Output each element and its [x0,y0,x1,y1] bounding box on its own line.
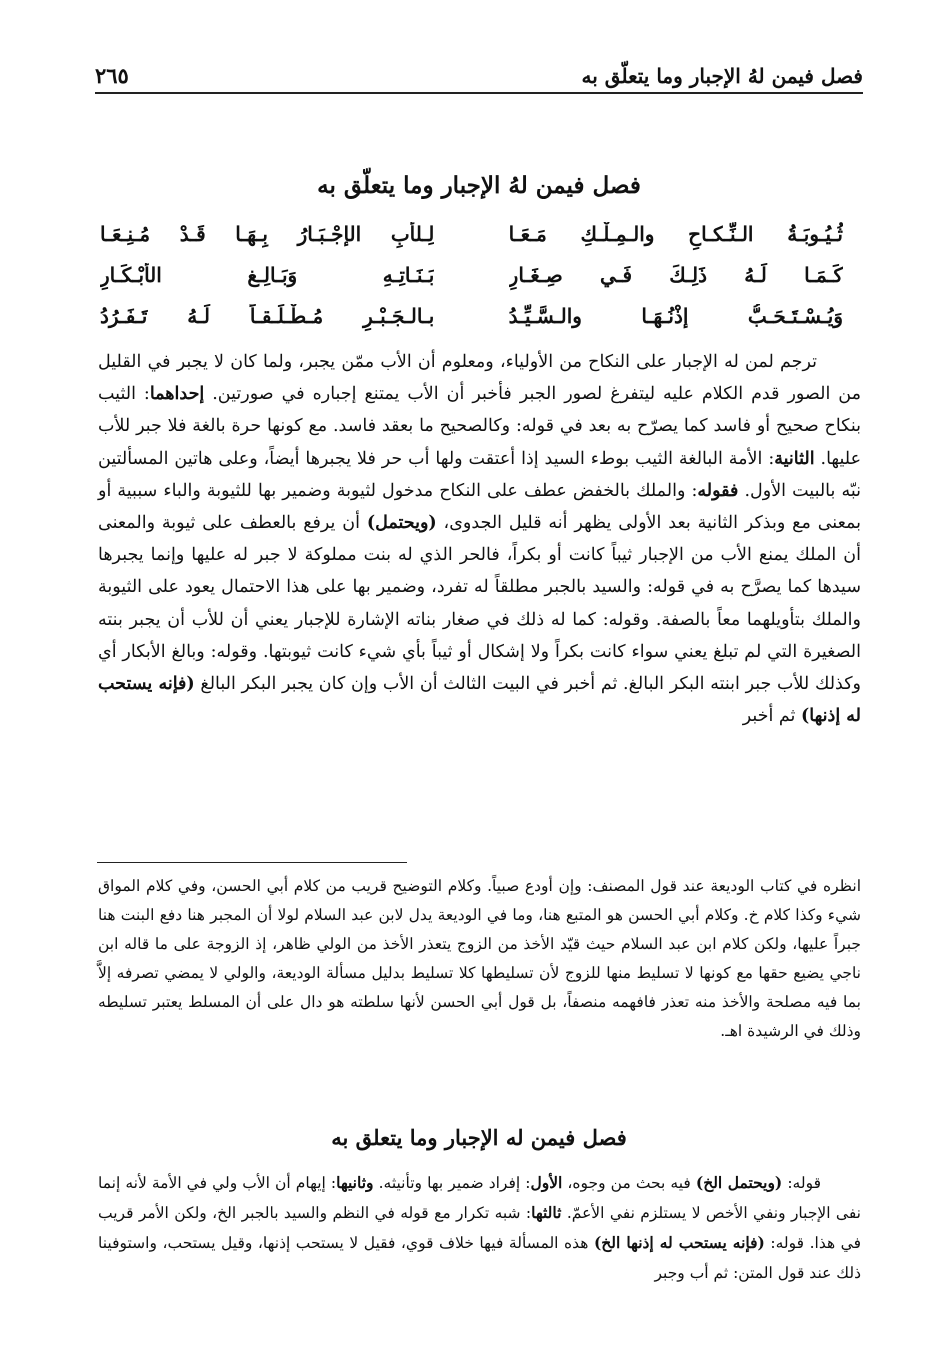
verse-second-hemistich: لِـلأبِ الإجْـبَـارُ بِـهَـا قَـدْ مُـنِـعَـا [100,222,435,246]
bold-term: ثالثها [531,1203,562,1222]
verse-first-hemistich: ثُـيُـوبَـةُ الـنِّـكـاحِ والـمِـلْـكِ مَـعَـا [508,222,843,246]
verse-line [100,222,843,263]
verse-second-hemistich: بـالـجَـبْـرِ مُـطْـلَـقـاً لَـهُ تَـفَـرُدُ [100,304,435,328]
verse-second-hemistich: بَـنَـاتِـهِ وَبَـالِـغ الأبْـكَـارِ [100,263,435,287]
bold-term: (فإنه يستحب له إذنها) [98,674,861,727]
footnote-divider [97,862,407,863]
bold-term: (ويحتمل الخ) [695,1173,783,1192]
footnote [98,872,861,1046]
bold-term: (ويحتمل) [366,513,437,534]
page-number: ٢٦٥ [95,63,129,88]
bold-term: وثانيها [336,1173,374,1192]
poem-verses [100,222,843,345]
verse-line [100,304,843,345]
main-paragraph: ترجم لمن له الإجبار على النكاح من الأولياء، ومعلوم أن الأب ممّن يجبر، ولما كان لا يجبر في القليل من الصور قدم الكلام عليه ليتفرغ لصور الجبر فأخبر أن الأب يمتنع إجباره في صورتين. إحداهما: الثيب بنكاح صحيح أو فاسد كما يصرّح به بعد في قوله: وكالصحيح ما بعقد فاسد. مع كونها حرة بالغة فلا جبر للأب عليها. الثانية: الأمة البالغة الثيب بوطء السيد إذا أعتقت ولها أب حر فلا يجبرها أيضاً، وعلى هاتين المسألتين نبّه بالبيت الأول. فقوله: والملك بالخفض عطف على النكاح مدخول لثيوبة وضمير بها للثيوبة والباء سببية أو بمعنى مع وبذكر الثانية بعد الأولى يظهر أنه قليل الجدوى، (ويحتمل) أن يرفع بالعطف على ثيوبة والمعنى أن الملك يمنع الأب من الإجبار ثيباً كانت أو بكراً، فالحر الذي له بنت مملوكة لا جبر له عليها وإنما يجبرها سيدها كما يصرَّح به في قوله: والسيد بالجبر مطلقاً له تفرد، وضمير بها على هذا الاحتمال يعود على الثيوبة والملك بتأويلهما معاً بالصفة. وقوله: كما له ذلك في صغار بناته الإشارة للإجبار يعني أن للأب أن يجبر بنته الصغيرة التي لم تبلغ يعني سواء كانت بكراً ولا إشكال أو ثيباً بأي شيء كانت ثيوبتها. وقوله: وبالغ الأبكار أي وكذلك للأب جبر ابنته البكر البالغ. ثم أخبر في البيت الثالث أن الأب وإن كان يجبر البكر البالغ (فإنه يستحب له إذنها) ثم أخبر [98,352,862,727]
footnote-text: انظره في كتاب الوديعة عند قول المصنف: وإن أودع صبياً. وكلام التوضيح قريب من كلام أبي الحسن، وفي كلام المواق شيء وكذا كلام خ. وكلام أبي الحسن هو المتبع هنا، وما في الوديعة يدل لابن عبد السلام لولا أن المجبر هنا دفع البنت هنا جبراً عليها، ولكن كلام ابن عبد السلام حيث قيّد الأخذ من الزوج يتعذر الأخذ من الولي ظاهر، إذ الزوجة على ما قاله ابن ناجي يضيع حقها مع كونها لا تسليط منها للزوج لأن تسليطها كلا تسليط بدليل مسألة الوديعة، والولي لا يمضي تصرفه إلاَّ بما فيه مصلحة والأخذ منه تعذر فافهمه منصفاً، بل قول أبي الحسن لأنها سلطته هو دال على أن المسلط يعتبر تسليطه وذلك في الرشيدة اهـ. [98,877,861,1040]
running-header [95,58,863,94]
commentary-paragraph: قوله: (ويحتمل الخ) فيه بحث من وجوه، الأول: إفراد ضمير بها وتأنيثه. وثانيها: إيهام أن الأب ولي في الأمة لأنه إنما نفى الإجبار ونفي الأخص لا يستلزم نفي الأعمّ. ثالثها: شبه تكرار مع قوله في النظم والسيد بالجبر الخ، ولكن الأمر قريب في هذا. قوله: (فإنه يستحب له إذنها الخ) هذه المسألة فيها خلاف قوي، فقيل لا يستحب إذنها، وقيل يستحب، واستوفينا ذلك عند قول المتن: ثم أب وجبر [98,1173,862,1282]
verse-line [100,263,843,304]
marginal-commentary [98,1168,861,1288]
bold-term: الثانية [774,448,815,469]
main-commentary-text [98,346,861,732]
bold-term: (فإنه يستحب له إذنها الخ) [593,1233,765,1252]
running-header-title: فصل فيمن لهُ الإجبار وما يتعلّق به [581,64,863,88]
bold-term: إحداهما [149,384,205,405]
commentary-title: فصل فيمن له الإجبار وما يتعلق به [331,1125,627,1150]
verse-first-hemistich: كَـمَـا لَـهُ ذَلِـكَ فَـي صِـغَـارِ [508,263,843,287]
bold-term: الأول [530,1173,563,1192]
chapter-title: فصل فيمن لهُ الإجبار وما يتعلّق به [317,172,641,199]
verse-first-hemistich: وَيُـسْـتَـحَـبُّ إذْنُـهَـا والـسَّـيِّـدُ [508,304,843,328]
bold-term: فقوله [697,480,739,501]
